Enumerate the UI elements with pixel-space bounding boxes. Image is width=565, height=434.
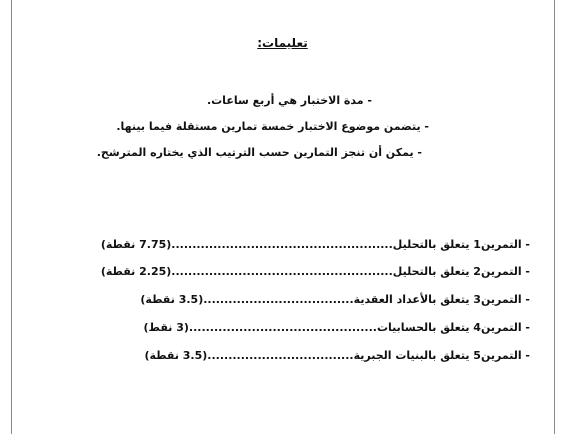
page-border-right: [554, 0, 555, 434]
exercise-text: - التمرين3 يتعلق بالأعداد العقدية....................................(3.5 نقطة): [140, 293, 530, 306]
instruction-order: - يمكن أن تنجز التمارين حسب الترتيب الذي يختاره المترشح.: [96, 146, 422, 159]
exercise-text: - التمرين2 يتعلق بالتحليل.....................................................(2.25 نقطة): [100, 265, 530, 278]
page-border-left: [11, 0, 12, 434]
instructions-heading: تعليمات:: [257, 36, 308, 50]
exercise-text: - التمرين5 يتعلق بالبنيات الجبرية...................................(3.5 نقطة): [144, 349, 530, 362]
instruction-duration: - مدة الاختبار هي أربع ساعات.: [206, 94, 372, 107]
instruction-structure: - يتضمن موضوع الاختبار خمسة تمارين مستقلة فيما بينها.: [116, 120, 429, 133]
exercise-text: - التمرين1 يتعلق بالتحليل.....................................................(7.75 نقطة): [100, 238, 530, 251]
exercise-text: - التمرين4 يتعلق بالحسابيات.............................................(3 نقط): [143, 321, 530, 334]
